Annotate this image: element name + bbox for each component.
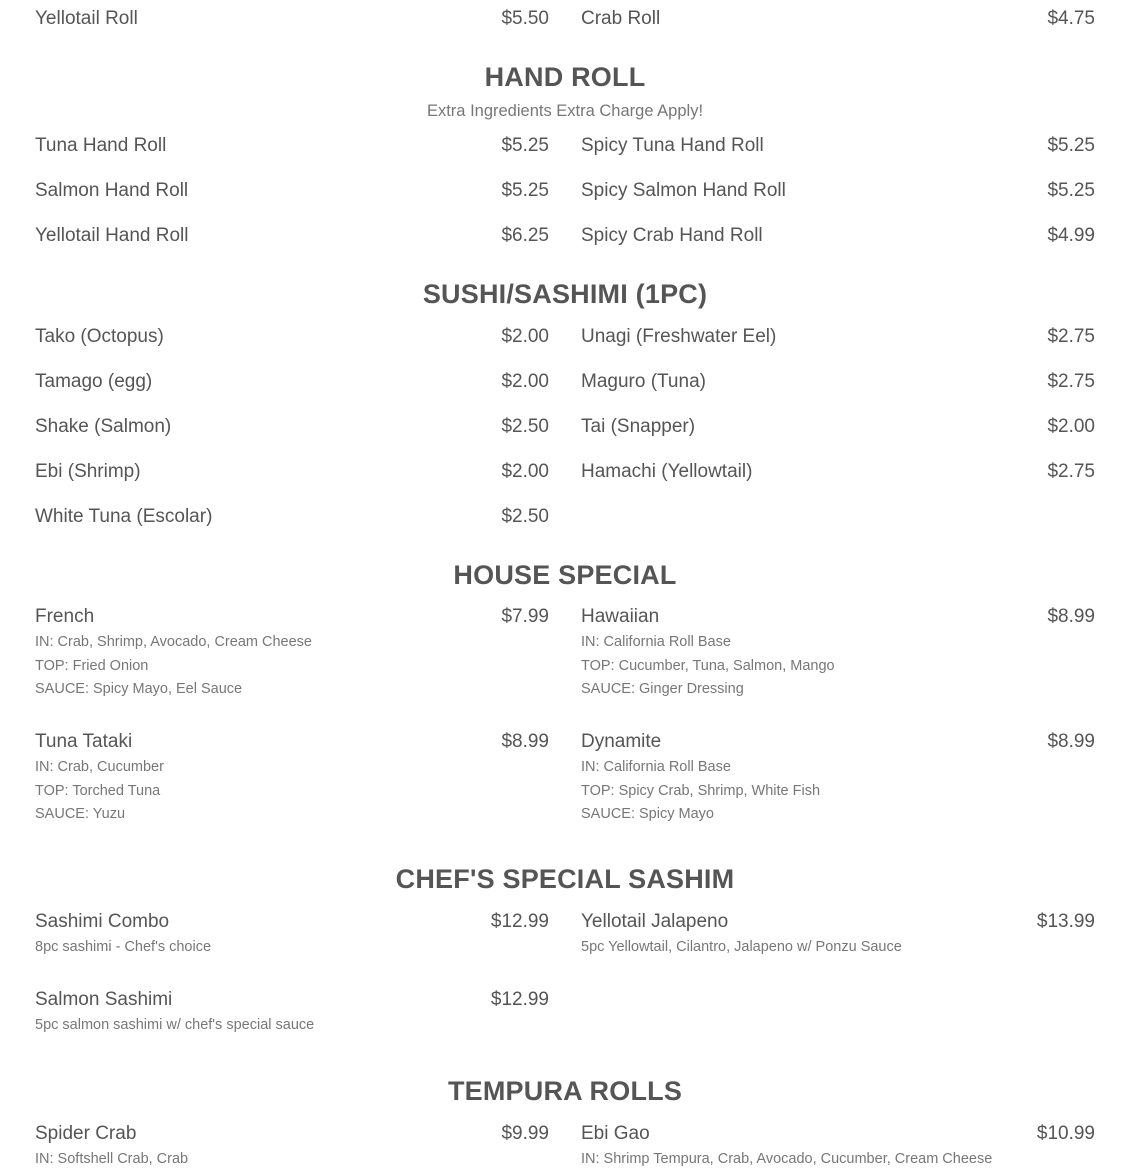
item-name: Crab Roll bbox=[581, 8, 661, 29]
menu-item bbox=[35, 223, 549, 249]
item-name: Maguro (Tuna) bbox=[581, 371, 706, 392]
item-sauce: SAUCE: Ginger Dressing bbox=[581, 681, 744, 697]
item-price: $2.75 bbox=[1047, 326, 1095, 347]
item-name: Shake (Salmon) bbox=[35, 416, 172, 437]
item-name: Tako (Octopus) bbox=[35, 326, 164, 347]
menu-item bbox=[581, 1121, 1095, 1172]
item-sauce: SAUCE: Spicy Mayo, Eel Sauce bbox=[35, 681, 243, 697]
item-price: $2.50 bbox=[501, 506, 549, 527]
menu-item bbox=[35, 459, 549, 485]
item-ingredients: IN: Softshell Crab, Crab bbox=[35, 1151, 189, 1167]
section-title-sushi-sashimi: SUSHI/SASHIMI (1PC) bbox=[422, 279, 708, 309]
item-name: Dynamite bbox=[581, 731, 662, 752]
item-price: $8.99 bbox=[501, 731, 549, 752]
item-name: White Tuna (Escolar) bbox=[35, 506, 213, 527]
item-price: $12.99 bbox=[490, 989, 549, 1010]
item-price: $2.00 bbox=[1047, 416, 1095, 437]
menu-item bbox=[35, 414, 549, 440]
item-name: Unagi (Freshwater Eel) bbox=[581, 326, 777, 347]
item-topping: TOP: Cucumber, Tuna, Salmon, Mango bbox=[581, 657, 835, 674]
item-name: Hawaiian bbox=[581, 606, 660, 627]
item-price: $8.99 bbox=[1047, 731, 1095, 752]
item-price: $5.25 bbox=[501, 180, 549, 201]
item-ingredients: IN: California Roll Base bbox=[581, 759, 731, 775]
item-name: French bbox=[35, 606, 95, 627]
item-price: $4.75 bbox=[1047, 8, 1095, 29]
menu-item bbox=[35, 729, 549, 827]
menu-item bbox=[35, 604, 549, 702]
item-sauce: SAUCE: Spicy Mayo bbox=[581, 806, 714, 822]
item-ingredients: IN: California Roll Base bbox=[581, 634, 731, 650]
item-price: $6.25 bbox=[501, 225, 549, 246]
section-title-tempura-rolls: TEMPURA ROLLS bbox=[447, 1076, 683, 1106]
item-price: $7.99 bbox=[501, 606, 549, 627]
section-title-chefs-special: CHEF'S SPECIAL SASHIM bbox=[395, 864, 735, 894]
section-title-house-special: HOUSE SPECIAL bbox=[453, 560, 677, 590]
item-price: $5.25 bbox=[501, 135, 549, 156]
item-name: Spicy Crab Hand Roll bbox=[581, 225, 763, 246]
item-price: $12.99 bbox=[490, 911, 549, 932]
section-title-hand-roll: HAND ROLL bbox=[484, 62, 646, 92]
item-topping: TOP: Torched Tuna bbox=[35, 782, 161, 799]
item-price: $2.50 bbox=[501, 416, 549, 437]
menu-item bbox=[581, 729, 1095, 827]
menu-item bbox=[35, 178, 549, 204]
item-name: Tai (Snapper) bbox=[581, 416, 696, 437]
item-price: $4.99 bbox=[1047, 225, 1095, 246]
item-description: 5pc salmon sashimi w/ chef's special sauce bbox=[35, 1017, 315, 1033]
item-name: Salmon Hand Roll bbox=[35, 180, 189, 201]
item-price: $5.25 bbox=[1047, 180, 1095, 201]
item-name: Spicy Salmon Hand Roll bbox=[581, 180, 786, 201]
menu-item bbox=[35, 504, 549, 530]
menu-item bbox=[581, 459, 1095, 485]
item-price: $2.00 bbox=[501, 461, 549, 482]
item-name: Tuna Tataki bbox=[35, 731, 133, 752]
item-price: $13.99 bbox=[1036, 911, 1095, 932]
item-description: 8pc sashimi - Chef's choice bbox=[35, 939, 212, 955]
item-sauce: SAUCE: Yuzu bbox=[35, 806, 126, 822]
item-name: Ebi (Shrimp) bbox=[35, 461, 141, 482]
menu-item bbox=[35, 133, 549, 159]
item-price: $2.75 bbox=[1047, 461, 1095, 482]
item-name: Hamachi (Yellowtail) bbox=[581, 461, 753, 482]
menu-item bbox=[581, 909, 1095, 960]
item-name: Spider Crab bbox=[35, 1123, 137, 1144]
menu-item bbox=[35, 987, 549, 1038]
item-name: Yellotail Hand Roll bbox=[35, 225, 189, 246]
menu-item bbox=[35, 909, 549, 960]
item-price: $2.00 bbox=[501, 326, 549, 347]
item-price: $2.00 bbox=[501, 371, 549, 392]
item-ingredients: IN: Crab, Cucumber bbox=[35, 759, 164, 775]
menu-item bbox=[581, 604, 1095, 702]
item-name: Spicy Tuna Hand Roll bbox=[581, 135, 764, 156]
item-price: $5.50 bbox=[501, 8, 549, 29]
item-price: $10.99 bbox=[1036, 1123, 1095, 1144]
item-name: Tuna Hand Roll bbox=[35, 135, 167, 156]
menu-item bbox=[581, 369, 1095, 395]
menu-item bbox=[581, 414, 1095, 440]
section-subtitle: Extra Ingredients Extra Charge Apply! bbox=[426, 102, 704, 120]
menu-item bbox=[35, 6, 549, 32]
item-price: $9.99 bbox=[501, 1123, 549, 1144]
item-name: Salmon Sashimi bbox=[35, 989, 173, 1010]
menu-item bbox=[581, 133, 1095, 159]
item-name: Sashimi Combo bbox=[35, 911, 170, 932]
item-ingredients: IN: Crab, Shrimp, Avocado, Cream Cheese bbox=[35, 634, 312, 650]
item-topping: TOP: Spicy Crab, Shrimp, White Fish bbox=[581, 782, 821, 799]
menu-item bbox=[581, 178, 1095, 204]
menu-item bbox=[35, 1121, 549, 1172]
menu-item bbox=[581, 223, 1095, 249]
item-price: $5.25 bbox=[1047, 135, 1095, 156]
item-description: 5pc Yellowtail, Cilantro, Jalapeno w/ Ponzu Sauce bbox=[581, 939, 902, 955]
item-price: $8.99 bbox=[1047, 606, 1095, 627]
menu-item bbox=[35, 324, 549, 350]
item-ingredients: IN: Shrimp Tempura, Crab, Avocado, Cucumber, Cream Cheese bbox=[581, 1151, 993, 1167]
menu-item bbox=[581, 6, 1095, 32]
item-name: Ebi Gao bbox=[581, 1123, 650, 1144]
item-name: Yellotail Roll bbox=[35, 8, 138, 29]
menu-item bbox=[35, 369, 549, 395]
item-name: Tamago (egg) bbox=[35, 371, 153, 392]
menu-item bbox=[581, 324, 1095, 350]
item-topping: TOP: Fried Onion bbox=[35, 657, 149, 674]
item-price: $2.75 bbox=[1047, 371, 1095, 392]
item-name: Yellotail Jalapeno bbox=[581, 911, 729, 932]
